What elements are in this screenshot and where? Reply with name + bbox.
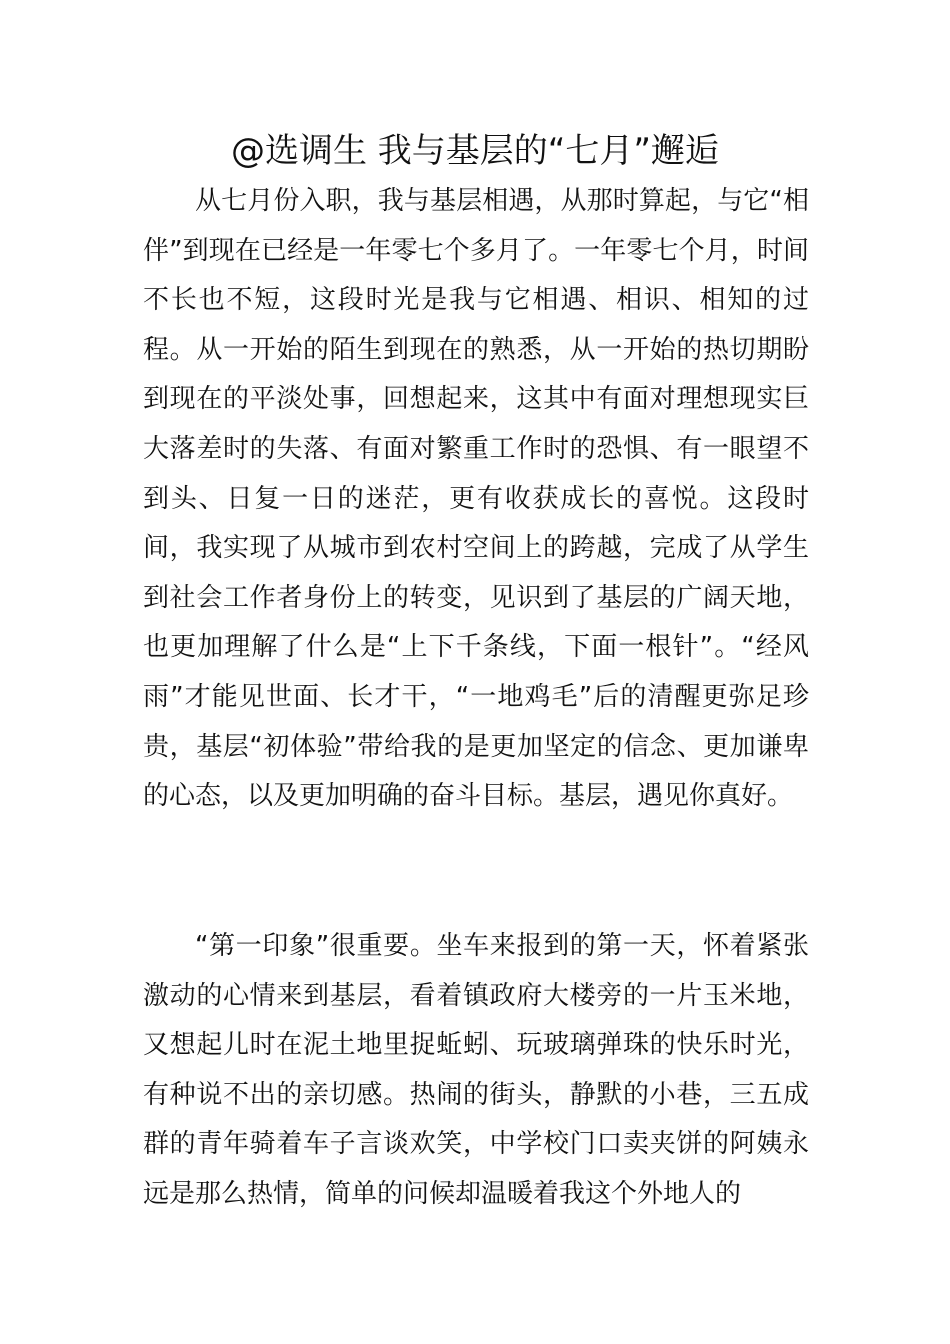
document-title: @选调生 我与基层的“七月”邂逅 [230,131,720,171]
paragraph-2: “第一印象”很重要。坐车来报到的第一天，怀着紧张激动的心情来到基层，看着镇政府大楼旁的一片玉米地，又想起儿时在泥土地里捉蚯蚓、玩玻璃弹珠的快乐时光，有种说不出的亲切感。热闹的街头，静默的小巷，三五成群的青年骑着车子言谈欢笑，中学校门口卖夹饼的阿姨永远是那么热情，简单的问候却温暖着我这个外地人的 [143,931,809,1209]
paragraph-1: 从七月份入职，我与基层相遇，从那时算起，与它“相伴”到现在已经是一年零七个多月了。一年零七个月，时间不长也不短，这段时光是我与它相遇、相识、相知的过程。从一开始的陌生到现在的熟悉，从一开始的热切期盼到现在的平淡处事，回想起来，这其中有面对理想现实巨大落差时的失落、有面对繁重工作时的恐惧、有一眼望不到头、日复一日的迷茫，更有收获成长的喜悦。这段时间，我实现了从城市到农村空间上的跨越，完成了从学生到社会工作者身份上的转变，见识到了基层的广阔天地，也更加理解了什么是“上下千条线，下面一根针”。“经风雨”才能见世面、长才干，“一地鸡毛”后的清醒更弥足珍贵，基层“初体验”带给我的是更加坚定的信念、更加谦卑的心态，以及更加明确的奋斗目标。基层，遇见你真好。 [143,186,809,812]
